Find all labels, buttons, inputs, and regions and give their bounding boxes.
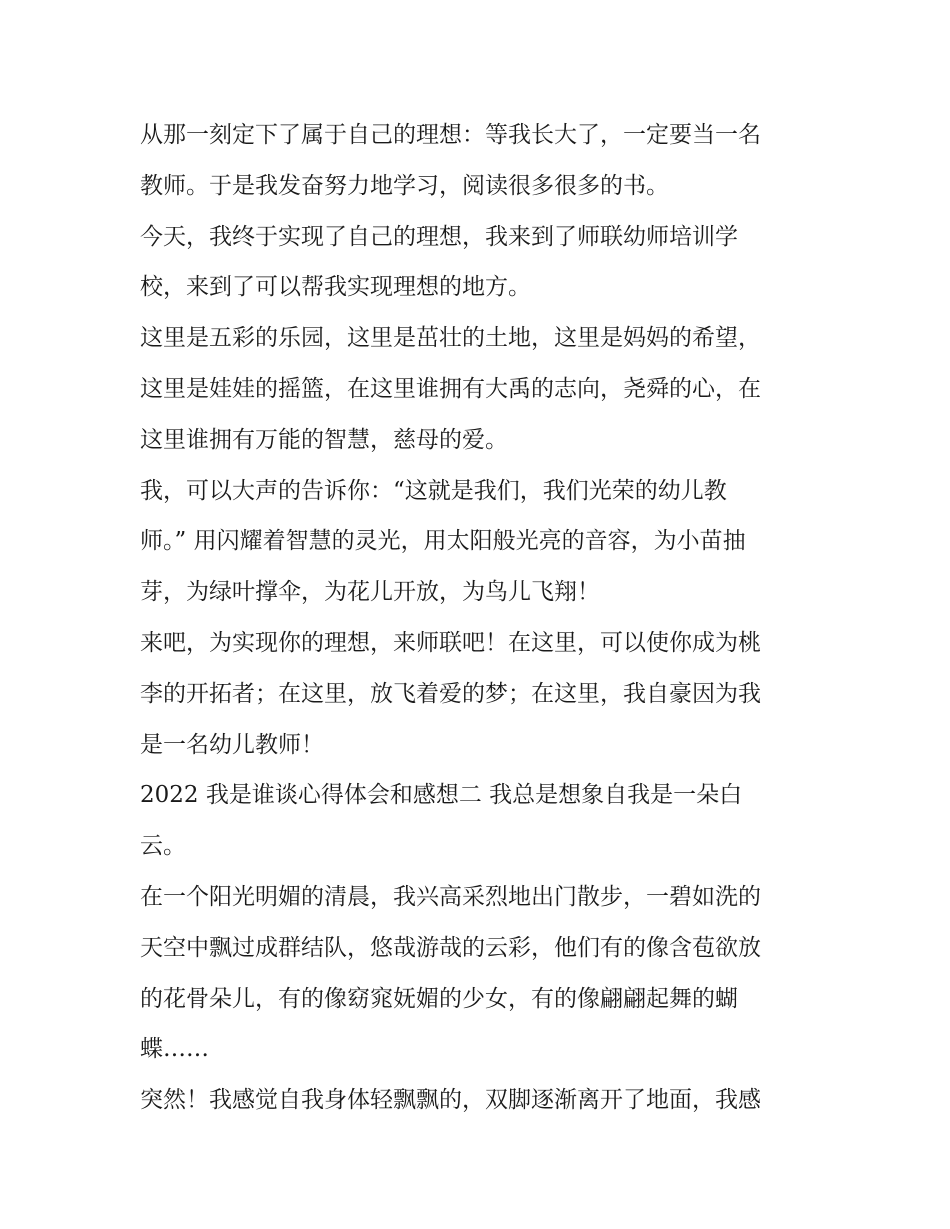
text-line: 我，可以大声的告诉你：“这就是我们，我们光荣的幼儿教	[140, 477, 727, 504]
text-line: 这里谁拥有万能的智慧，慈母的爱。	[140, 426, 508, 453]
text-line: 从那一刻定下了属于自己的理想：等我长大了，一定要当一名	[140, 122, 761, 148]
text-line: 校，来到了可以帮我实现理想的地方。	[140, 274, 531, 301]
text-line: 师。” 用闪耀着智慧的灵光，用太阳般光亮的音容，为小苗抽	[140, 528, 746, 555]
text-line: 李的开拓者；在这里，放飞着爱的梦；在这里，我自豪因为我	[140, 680, 761, 707]
text-line: 突然！我感觉自我身体轻飘飘的，双脚逐渐离开了地面，我感	[140, 1087, 761, 1114]
text-line: 是一名幼儿教师！	[140, 731, 324, 758]
text-line: 在一个阳光明媚的清晨，我兴高采烈地出门散步，一碧如洗的	[140, 883, 761, 910]
text-line: 教师。于是我发奋努力地学习，阅读很多很多的书。	[140, 172, 669, 199]
text-line: 来吧，为实现你的理想，来师联吧！在这里，可以使你成为桃	[140, 629, 761, 656]
text-line: 蝶……	[140, 1036, 209, 1063]
text-line: 天空中飘过成群结队，悠哉游哉的云彩，他们有的像含苞欲放	[140, 934, 761, 961]
section-heading-line: 2022 我是谁谈心得体会和感想二 我总是想象自我是一朵白	[140, 782, 743, 809]
text-line: 芽，为绿叶撑伞，为花儿开放，为鸟儿飞翔！	[140, 579, 600, 606]
section-heading-line: 云。	[140, 833, 186, 860]
text-line: 的花骨朵儿，有的像窈窕妩媚的少女，有的像翩翩起舞的蝴	[140, 985, 738, 1012]
text-line: 今天，我终于实现了自己的理想，我来到了师联幼师培训学	[140, 223, 738, 250]
body-text	[140, 110, 820, 1126]
text-line: 这里是五彩的乐园，这里是茁壮的土地，这里是妈妈的希望，	[140, 325, 761, 352]
text-line: 这里是娃娃的摇篮，在这里谁拥有大禹的志向，尧舜的心，在	[140, 375, 761, 402]
